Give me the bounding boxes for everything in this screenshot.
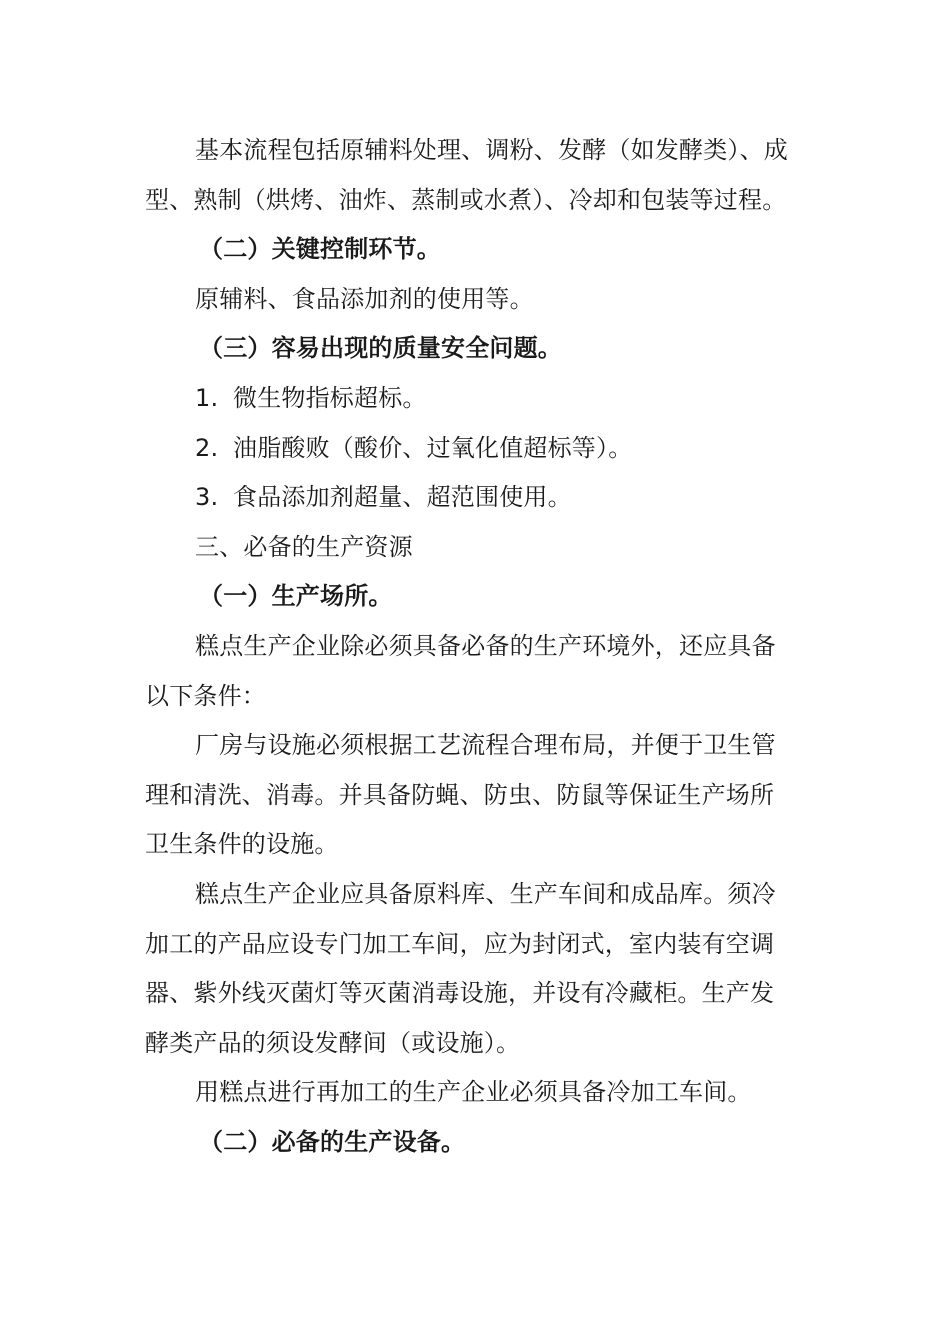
list-number-3: 3.: [195, 483, 219, 512]
list-number-1: 1.: [195, 383, 219, 412]
paragraph-basic-process: 基本流程包括原辅料处理、调粉、发酵（如发酵类）、成型、熟制（烘烤、油炸、蒸制或水煮）、冷却和包装等过程。: [145, 136, 788, 214]
paragraph-key-control-points: 原辅料、食品添加剂的使用等。: [195, 284, 534, 313]
heading-production-equipment: （二）必备的生产设备。: [199, 1127, 466, 1156]
heading-quality-issues: （三）容易出现的质量安全问题。: [199, 334, 562, 363]
list-item-3: [145, 473, 795, 523]
section-heading-production-resources: 三、必备的生产资源: [195, 532, 413, 561]
heading-production-site: （一）生产场所。: [199, 582, 393, 611]
list-item-2: [145, 424, 795, 474]
document-body: [145, 126, 795, 1167]
paragraph-site-conditions: 糕点生产企业除必须具备必备的生产环境外，还应具备以下条件：: [145, 631, 776, 710]
paragraph-warehouses-workshops: 糕点生产企业应具备原料库、生产车间和成品库。须冷加工的产品应设专门加工车间，应为封闭式，室内装有空调器、紫外线灭菌灯等灭菌消毒设施，并设有冷藏柜。生产发酵类产品的须设发酵间（或设施）。: [145, 879, 776, 1057]
list-item-1: [145, 374, 795, 424]
paragraph-facility-layout: 厂房与设施必须根据工艺流程合理布局，并便于卫生管理和清洗、消毒。并具备防蝇、防虫、防鼠等保证生产场所卫生条件的设施。: [145, 731, 776, 859]
heading-key-control-points: （二）关键控制环节。: [199, 235, 441, 264]
paragraph-reprocessing: 用糕点进行再加工的生产企业必须具备冷加工车间。: [195, 1078, 752, 1107]
list-text-2: 油脂酸败（酸价、过氧化值超标等）。: [233, 433, 633, 462]
list-text-3: 食品添加剂超量、超范围使用。: [233, 483, 572, 512]
list-number-2: 2.: [195, 433, 219, 462]
list-text-1: 微生物指标超标。: [233, 383, 427, 412]
